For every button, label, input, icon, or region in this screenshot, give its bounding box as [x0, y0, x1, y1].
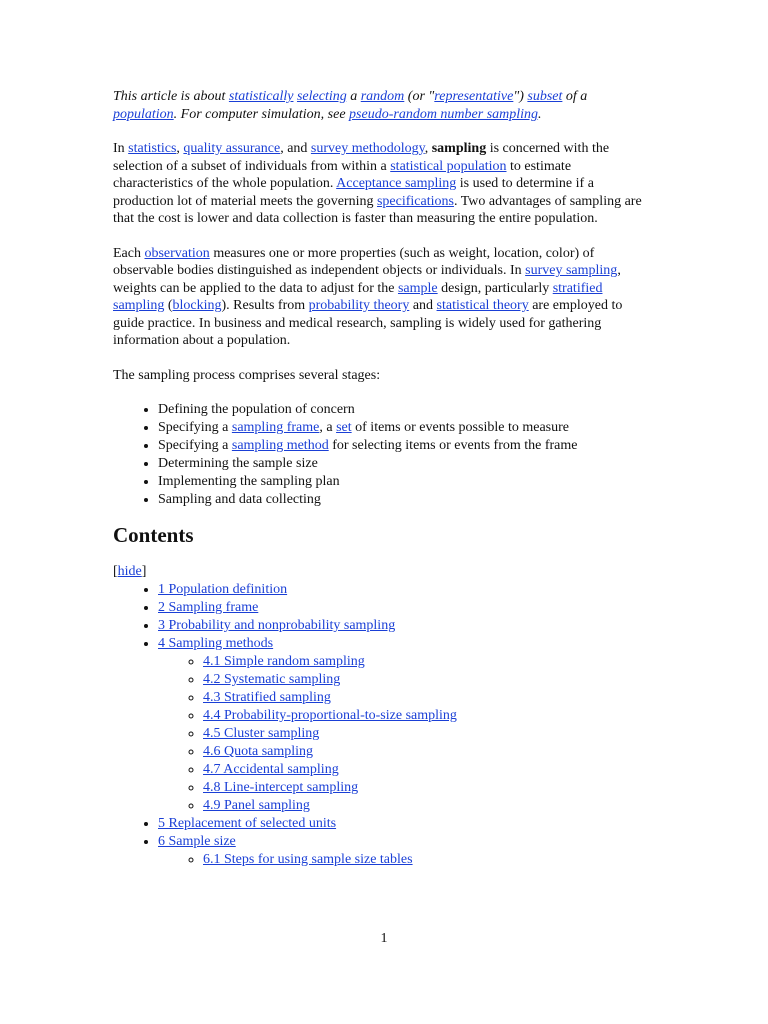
paragraph-text: Each [113, 245, 145, 261]
hatnote-text: a [346, 89, 361, 104]
toc-subitem [203, 707, 653, 725]
link-sampling-method[interactable]: sampling method [231, 438, 329, 453]
intro-text: , [424, 141, 432, 156]
toc-link-sampling-frame[interactable]: 2 Sampling frame [158, 600, 259, 615]
contents-heading: Contents [113, 523, 194, 547]
toc-subitem [203, 653, 653, 671]
toc-subitem [203, 851, 653, 869]
paragraph-text: measures one or more properties (such as weight, location, color) of observable bodies distinguished as independent objects or individuals. In [113, 245, 595, 278]
toc-toggle [113, 563, 653, 581]
link-survey-sampling[interactable]: survey sampling [525, 263, 618, 278]
link-statistical-population[interactable]: statistical population [390, 158, 507, 174]
link-population[interactable]: population [113, 106, 174, 122]
toc-list [113, 581, 653, 869]
hatnote-text: of a [562, 89, 588, 104]
list-item: • Sampling and data collecting [158, 491, 653, 509]
hatnote [113, 88, 653, 123]
stages-intro: The sampling process comprises several stages: [113, 367, 381, 383]
hatnote-text: . For computer simulation, see [173, 106, 350, 122]
paragraph-text: are employed to guide practice. In business and medical research, sampling is widely used for gathering information about a population. [113, 298, 623, 348]
toc-sublist [158, 851, 653, 869]
list-item: • Determining the sample size [158, 455, 653, 473]
toc-link-simple-random[interactable]: 4.1 Simple random sampling [203, 654, 365, 669]
toc-link-sample-size-tables[interactable]: 6.1 Steps for using sample size tables [203, 852, 413, 867]
link-observation[interactable]: observation [144, 245, 210, 261]
list-item-text: Specifying a [158, 438, 232, 453]
toc-link-sampling-methods[interactable]: 4 Sampling methods [158, 636, 274, 651]
toc-subitem [203, 725, 653, 743]
toc-link-accidental[interactable]: 4.7 Accidental sampling [203, 762, 339, 777]
link-sampling-frame[interactable]: sampling frame [231, 420, 320, 435]
toc-item [158, 599, 653, 617]
link-stratified-sampling[interactable]: stratified sampling [113, 280, 603, 313]
intro-text: In [113, 141, 129, 156]
link-blocking[interactable]: blocking [172, 298, 222, 313]
intro-text: is used to determine if a production lot of material meets the governing [113, 176, 594, 209]
stages-list [113, 401, 653, 509]
intro-text: is concerned with the selection of a subset of individuals from within a [113, 141, 610, 174]
paragraph-text: ). Results from [221, 298, 309, 313]
link-random[interactable]: random [360, 89, 405, 104]
intro-text: , and [280, 141, 311, 156]
toc-link-stratified[interactable]: 4.3 Stratified sampling [203, 690, 331, 705]
link-quality-assurance[interactable]: quality assurance [183, 141, 281, 156]
toc-link-systematic[interactable]: 4.2 Systematic sampling [203, 672, 341, 687]
intro-text: , [176, 141, 184, 156]
paragraph-text: and [409, 298, 437, 313]
list-item-text: , a [319, 420, 337, 435]
list-item-text: of items or events possible to measure [351, 420, 569, 435]
toc-subitem [203, 797, 653, 815]
toc-subitem [203, 743, 653, 761]
link-sample[interactable]: sample [397, 280, 438, 296]
intro-text: to estimate characteristics of the whole population. [113, 158, 572, 191]
toc-subitem [203, 761, 653, 779]
toc-subitem [203, 671, 653, 689]
list-item [158, 437, 653, 455]
link-survey-methodology[interactable]: survey methodology [310, 141, 425, 156]
toc-link-quota[interactable]: 4.6 Quota sampling [203, 744, 314, 759]
link-representative[interactable]: representative [434, 89, 514, 104]
toc-item [158, 617, 653, 635]
toc-item [158, 635, 653, 815]
paragraph-text: , weights can be applied to the data to adjust for the [113, 263, 621, 296]
link-pseudo-random-number-sampling[interactable]: pseudo-random number sampling [349, 106, 539, 122]
link-selecting[interactable]: selecting [296, 89, 347, 104]
list-item [158, 419, 653, 437]
toc-link-replacement[interactable]: 5 Replacement of selected units [158, 816, 337, 831]
link-statistics[interactable]: statistics [128, 141, 177, 156]
paragraph-text: design, particularly [437, 280, 553, 296]
hatnote-text: ") [513, 89, 528, 104]
toc-subitem [203, 689, 653, 707]
toc-item [158, 833, 653, 869]
link-acceptance-sampling[interactable]: Acceptance sampling [336, 176, 457, 191]
toc-link-pps[interactable]: 4.4 Probability-proportional-to-size sampling [203, 708, 457, 723]
article-body [113, 88, 653, 869]
link-statistically[interactable]: statistically [228, 89, 294, 104]
toc-hide-link[interactable]: hide [117, 564, 142, 579]
bracket-open: [ [113, 564, 118, 579]
toc-subitem [203, 779, 653, 797]
toc-link-panel[interactable]: 4.9 Panel sampling [203, 798, 310, 813]
paragraph-text: ( [164, 298, 173, 313]
list-item-text: for selecting items or events from the frame [328, 438, 578, 453]
observation-paragraph [113, 245, 653, 350]
toc-item [158, 815, 653, 833]
bracket-close: ] [141, 564, 147, 579]
hatnote-text: (or " [404, 89, 435, 104]
toc-link-line-intercept[interactable]: 4.8 Line-intercept sampling [203, 780, 359, 795]
toc-sublist [158, 653, 653, 815]
link-statistical-theory[interactable]: statistical theory [436, 298, 529, 313]
toc-item [158, 581, 653, 599]
intro-text: . Two advantages of sampling are that the cost is lower and data collection is faster than measuring the entire population. [113, 193, 642, 226]
link-specifications[interactable]: specifications [376, 193, 454, 209]
toc-link-sample-size[interactable]: 6 Sample size [158, 834, 236, 849]
link-probability-theory[interactable]: probability theory [308, 298, 410, 313]
list-item: • Implementing the sampling plan [158, 473, 653, 491]
page-number: 1 [380, 931, 388, 946]
sampling-term: sampling [431, 141, 487, 156]
hatnote-text: . [538, 106, 542, 122]
list-item-text: Specifying a [158, 420, 232, 435]
toc-link-cluster[interactable]: 4.5 Cluster sampling [203, 726, 320, 741]
link-subset[interactable]: subset [527, 89, 563, 104]
link-set[interactable]: set [336, 420, 352, 435]
hatnote-text: This article is about [113, 89, 229, 104]
list-item: • Defining the population of concern [158, 401, 653, 419]
toc-link-population-definition[interactable]: 1 Population definition [158, 582, 288, 597]
toc-link-probability-nonprobability[interactable]: 3 Probability and nonprobability sampling [158, 618, 396, 633]
intro-paragraph [113, 140, 653, 228]
